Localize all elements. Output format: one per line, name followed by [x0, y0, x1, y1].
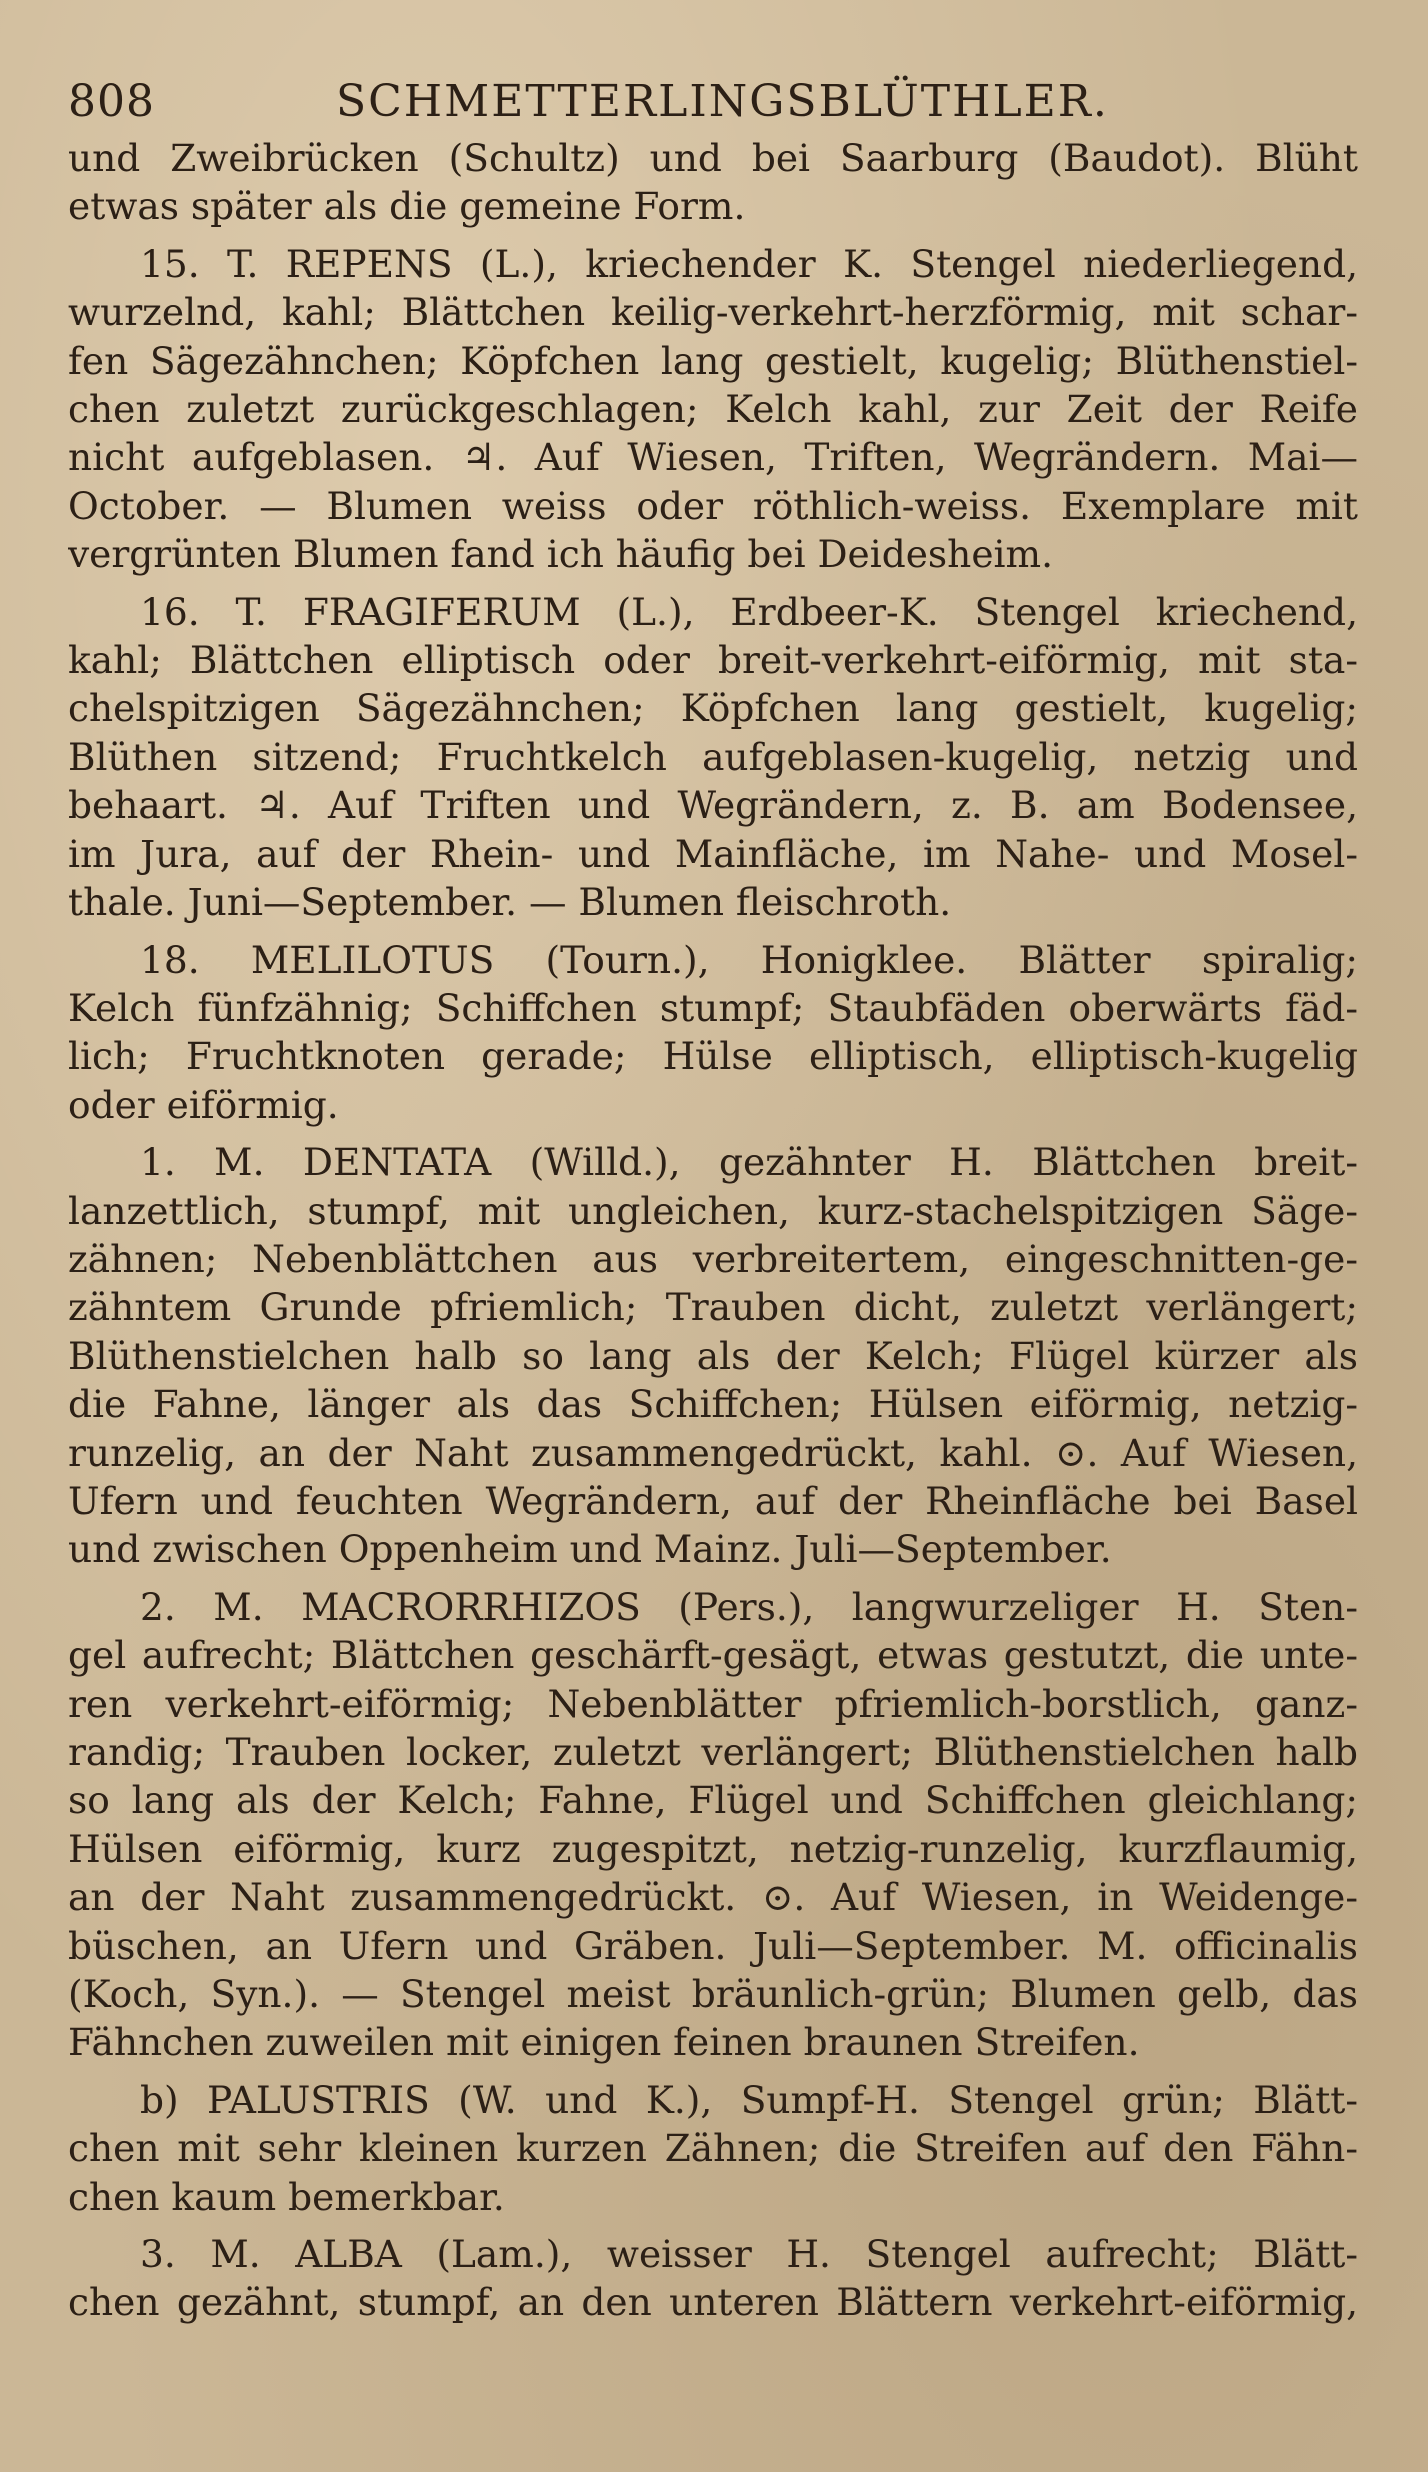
text-line: die Fahne, länger als das Schiffchen; Hülsen eiförmig, netzig- [68, 1382, 1358, 1427]
text-line: ren verkehrt-eiförmig; Nebenblätter pfriemlich-borstlich, ganz- [68, 1681, 1358, 1726]
paragraph [68, 240, 1358, 579]
text-line: 18. MELILOTUS (Tourn.), Honigklee. Blätter spiralig; [140, 937, 1358, 982]
paragraph [68, 1138, 1358, 1574]
text-line: chen kaum bemerkbar. [68, 2174, 505, 2219]
text-line: 2. M. MACRORRHIZOS (Pers.), langwurzeliger H. Sten- [140, 1584, 1358, 1629]
text-line: büschen, an Ufern und Gräben. Juli—September. M. officinalis [68, 1923, 1358, 1968]
text-line: Fähnchen zuweilen mit einigen feinen braunen Streifen. [68, 2020, 1140, 2065]
text-line: im Jura, auf der Rhein- und Mainfläche, im Nahe- und Mosel- [68, 831, 1358, 876]
text-line: October. — Blumen weiss oder röthlich-weiss. Exemplare mit [68, 483, 1358, 528]
text-line: wurzelnd, kahl; Blättchen keilig-verkehrt-herzförmig, mit schar- [68, 290, 1358, 335]
paragraph [68, 2230, 1358, 2327]
text-line: oder eiförmig. [68, 1082, 339, 1127]
text-line: lanzettlich, stumpf, mit ungleichen, kurz-stachelspitzigen Säge- [68, 1188, 1358, 1233]
paragraph [68, 134, 1358, 231]
paragraph [68, 588, 1358, 927]
text-line: nicht aufgeblasen. ♃. Auf Wiesen, Triften, Wegrändern. Mai— [68, 435, 1358, 480]
text-line: lich; Fruchtknoten gerade; Hülse elliptisch, elliptisch-kugelig [68, 1034, 1358, 1079]
page-header [68, 58, 1358, 134]
running-head: SCHMETTERLINGSBLÜTHLER. [336, 76, 1109, 127]
text-line: chen mit sehr kleinen kurzen Zähnen; die Streifen auf den Fähn- [68, 2126, 1358, 2171]
text-line: Blüthen sitzend; Fruchtkelch aufgeblasen-kugelig, netzig und [68, 734, 1358, 779]
text-line: 1. M. DENTATA (Willd.), gezähnter H. Blättchen breit- [140, 1140, 1358, 1185]
page-number: 808 [68, 76, 155, 127]
text-line: 16. T. FRAGIFERUM (L.), Erdbeer-K. Stengel kriechend, [140, 589, 1358, 634]
text-line: b) PALUSTRIS (W. und K.), Sumpf-H. Stengel grün; Blätt- [140, 2077, 1358, 2122]
text-line: thale. Juni—September. — Blumen fleischroth. [68, 880, 952, 925]
text-line: chelspitzigen Sägezähnchen; Köpfchen lang gestielt, kugelig; [68, 686, 1358, 731]
text-line: chen zuletzt zurückgeschlagen; Kelch kahl, zur Zeit der Reife [68, 387, 1358, 432]
text-line: zähnen; Nebenblättchen aus verbreitertem, eingeschnitten-ge- [68, 1236, 1358, 1281]
text-line: randig; Trauben locker, zuletzt verlängert; Blüthenstielchen halb [68, 1730, 1358, 1774]
paragraph [68, 1583, 1358, 2067]
text-line: etwas später als die gemeine Form. [68, 184, 746, 229]
text-line: zähntem Grunde pfriemlich; Trauben dicht, zuletzt verlängert; [68, 1285, 1358, 1330]
text-line: fen Sägezähnchen; Köpfchen lang gestielt, kugelig; Blüthenstiel- [68, 338, 1358, 383]
text-line: Ufern und feuchten Wegrändern, auf der Rheinfläche bei Basel [68, 1478, 1358, 1523]
text-line: so lang als der Kelch; Fahne, Flügel und Schiffchen gleichlang; [68, 1778, 1358, 1823]
genus-paragraph [68, 936, 1358, 1130]
text-line: gel aufrecht; Blättchen geschärft-gesägt, etwas gestutzt, die unte- [68, 1633, 1358, 1678]
text-line: Blüthenstielchen halb so lang als der Kelch; Flügel kürzer als [68, 1333, 1358, 1378]
text-line: kahl; Blättchen elliptisch oder breit-verkehrt-eiförmig, mit sta- [68, 638, 1358, 683]
text-line: an der Naht zusammengedrückt. ⊙. Auf Wiesen, in Weidenge- [68, 1875, 1358, 1920]
text-line: behaart. ♃. Auf Triften und Wegrändern, z. B. am Bodensee, [68, 783, 1358, 828]
paragraph [68, 2076, 1358, 2221]
text-line: chen gezähnt, stumpf, an den unteren Blättern verkehrt-eiförmig, [68, 2280, 1358, 2325]
page-body [68, 134, 1358, 2327]
text-line: vergrünten Blumen fand ich häufig bei Deidesheim. [68, 532, 1053, 577]
text-line: (Koch, Syn.). — Stengel meist bräunlich-grün; Blumen gelb, das [68, 1972, 1358, 2017]
text-line: 15. T. REPENS (L.), kriechender K. Stengel niederliegend, [140, 241, 1358, 286]
text-line: 3. M. ALBA (Lam.), weisser H. Stengel aufrecht; Blätt- [140, 2232, 1358, 2277]
text-line: und Zweibrücken (Schultz) und bei Saarburg (Baudot). Blüht [68, 136, 1358, 180]
text-line: Kelch fünfzähnig; Schiffchen stumpf; Staubfäden oberwärts fäd- [68, 985, 1358, 1030]
text-line: Hülsen eiförmig, kurz zugespitzt, netzig-runzelig, kurzflaumig, [68, 1826, 1358, 1871]
text-line: und zwischen Oppenheim und Mainz. Juli—September. [68, 1527, 1112, 1572]
text-line: runzelig, an der Naht zusammengedrückt, kahl. ⊙. Auf Wiesen, [68, 1430, 1358, 1475]
book-page [68, 58, 1358, 2336]
